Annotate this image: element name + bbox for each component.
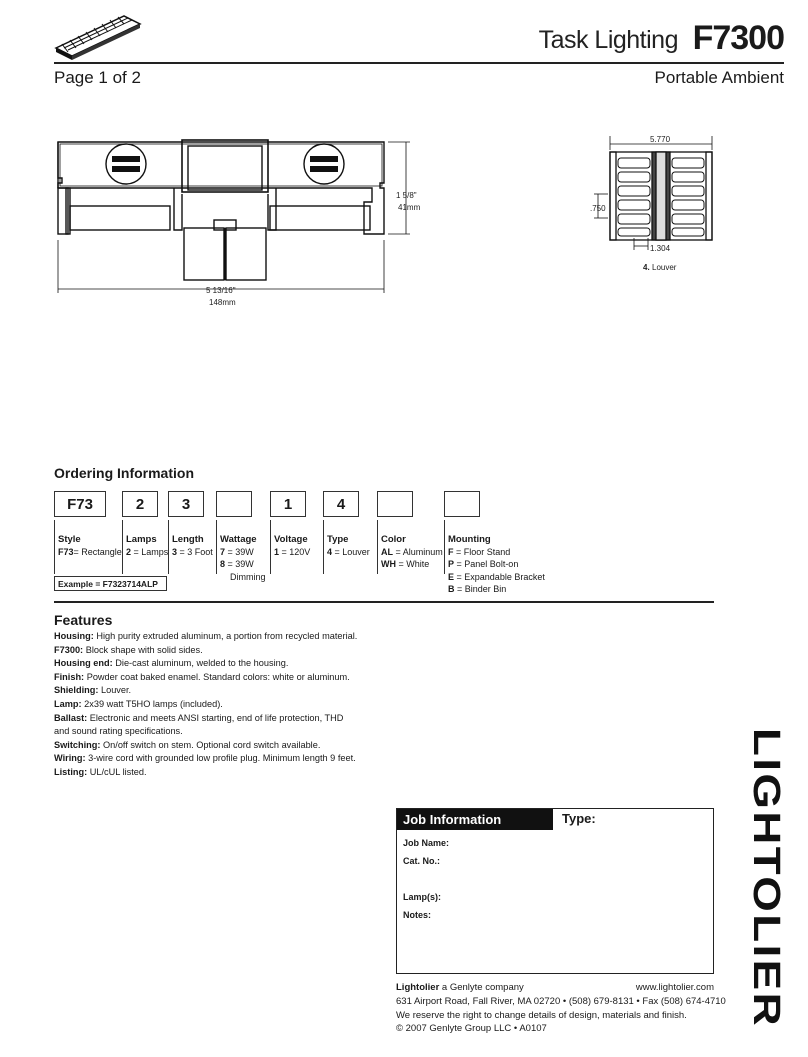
dim-louver-side: .750 — [590, 204, 606, 213]
header-divider — [54, 62, 784, 64]
order-col-lamps — [122, 520, 168, 574]
order-option: P = Panel Bolt-on — [448, 559, 519, 570]
order-option: 7 = 39W — [220, 547, 254, 557]
footer-url[interactable]: www.lightolier.com — [635, 982, 714, 993]
feature-item: Lamp: 2x39 watt T5HO lamps (included). — [54, 698, 223, 709]
ordering-heading: Ordering Information — [54, 465, 194, 481]
dim-height-in: 1 5/8" — [396, 191, 417, 200]
job-type-label[interactable]: Type: — [562, 811, 596, 826]
order-option: E = Expandable Bracket — [448, 571, 545, 582]
order-col-mounting — [444, 520, 545, 594]
order-option: 2 = Lamps — [126, 547, 169, 557]
feature-item: Wiring: 3-wire cord with grounded low profile plug. Minimum length 9 feet. — [54, 753, 356, 764]
louver-caption-text: Louver — [652, 263, 677, 272]
dim-width-mm: 148mm — [209, 298, 236, 307]
order-col-header: Voltage — [274, 534, 308, 545]
job-info-header: Job Information — [397, 809, 553, 830]
feature-item: Switching: On/off switch on stem. Optional cord switch available. — [54, 739, 321, 750]
feature-item: Finish: Powder coat baked enamel. Standard colors: white or aluminum. — [54, 671, 350, 682]
order-option: WH = White — [381, 559, 430, 570]
louver-caption-number: 4. — [643, 263, 650, 272]
page-number: Page 1 of 2 — [54, 68, 141, 87]
order-box-wattage — [216, 491, 252, 517]
order-option: F73= Rectangle — [58, 547, 122, 557]
order-box-length: 3 — [168, 491, 204, 517]
order-box-type: 4 — [323, 491, 359, 517]
svg-text:LIGHTOLIER: LIGHTOLIER — [745, 728, 787, 978]
job-info-box — [396, 808, 714, 974]
cat-no-field[interactable]: Cat. No.: — [403, 856, 440, 866]
order-col-voltage — [270, 520, 310, 574]
features-heading: Features — [54, 612, 113, 628]
feature-item: Ballast: Electronic and meets ANSI starting, end of life protection, THD and sound rating specifications. — [54, 712, 344, 737]
fixture-icon — [54, 12, 144, 62]
order-col-header: Style — [58, 534, 81, 545]
job-name-field[interactable]: Job Name: — [403, 838, 450, 848]
order-col-header: Type — [327, 534, 349, 545]
notes-field[interactable]: Notes: — [403, 910, 432, 920]
order-option: 4 = Louver — [327, 547, 370, 557]
order-col-wattage — [216, 520, 266, 582]
order-box-lamps: 2 — [122, 491, 158, 517]
order-col-header: Lamps — [126, 534, 157, 545]
features-list — [54, 630, 374, 780]
order-box-voltage: 1 — [270, 491, 306, 517]
order-example: Example = F7323714ALP — [54, 576, 167, 591]
louver-drawing — [586, 132, 726, 277]
dim-height-mm: 41mm — [398, 203, 421, 212]
feature-item: Housing end: Die-cast aluminum, welded to the housing. — [54, 658, 289, 669]
order-col-header: Length — [172, 534, 204, 545]
dim-louver-width: 5.770 — [650, 135, 671, 144]
ordering-divider — [54, 601, 714, 603]
order-box-mounting — [444, 491, 480, 517]
dim-width-in: 5 13/16" — [206, 286, 236, 295]
cross-section-drawing — [54, 128, 434, 313]
order-box-style: F73 — [54, 491, 106, 517]
order-option: Dimming — [230, 571, 266, 582]
product-code: F7300 — [692, 19, 784, 57]
footer-copyright: © 2007 Genlyte Group LLC • A0107 — [396, 1023, 547, 1034]
order-col-length — [168, 520, 213, 574]
feature-item: Housing: High purity extruded aluminum, a portion from recycled material. — [54, 631, 358, 641]
product-category: Task Lighting — [538, 26, 678, 54]
order-option: B = Binder Bin — [448, 583, 507, 594]
order-col-header: Color — [381, 534, 406, 545]
feature-item: F7300: Block shape with solid sides. — [54, 644, 203, 655]
order-option: F = Floor Stand — [448, 547, 511, 557]
order-option: 1 = 120V — [274, 547, 311, 557]
order-option: 3 = 3 Foot — [172, 547, 213, 557]
dim-louver-bottom: 1.304 — [650, 244, 671, 253]
order-col-type — [323, 520, 370, 574]
product-subtitle: Portable Ambient — [654, 68, 784, 87]
footer-disclaimer: We reserve the right to change details of design, materials and finish. — [396, 1010, 687, 1021]
order-col-header: Wattage — [220, 534, 257, 545]
order-col-header: Mounting — [448, 534, 491, 545]
feature-item: Listing: UL/cUL listed. — [54, 766, 147, 777]
order-col-color — [377, 520, 443, 574]
order-option: 8 = 39W — [220, 559, 254, 570]
lamps-field[interactable]: Lamp(s): — [403, 892, 441, 902]
feature-item: Shielding: Louver. — [54, 685, 132, 696]
lightolier-logo — [742, 728, 790, 1038]
footer-address: 631 Airport Road, Fall River, MA 02720 • (508) 679-8131 • Fax (508) 674-4710 — [396, 996, 726, 1007]
order-col-style — [54, 520, 122, 574]
order-option: AL = Aluminum — [381, 547, 443, 557]
footer-company: Lightolier a Genlyte company — [396, 982, 524, 993]
order-box-color — [377, 491, 413, 517]
